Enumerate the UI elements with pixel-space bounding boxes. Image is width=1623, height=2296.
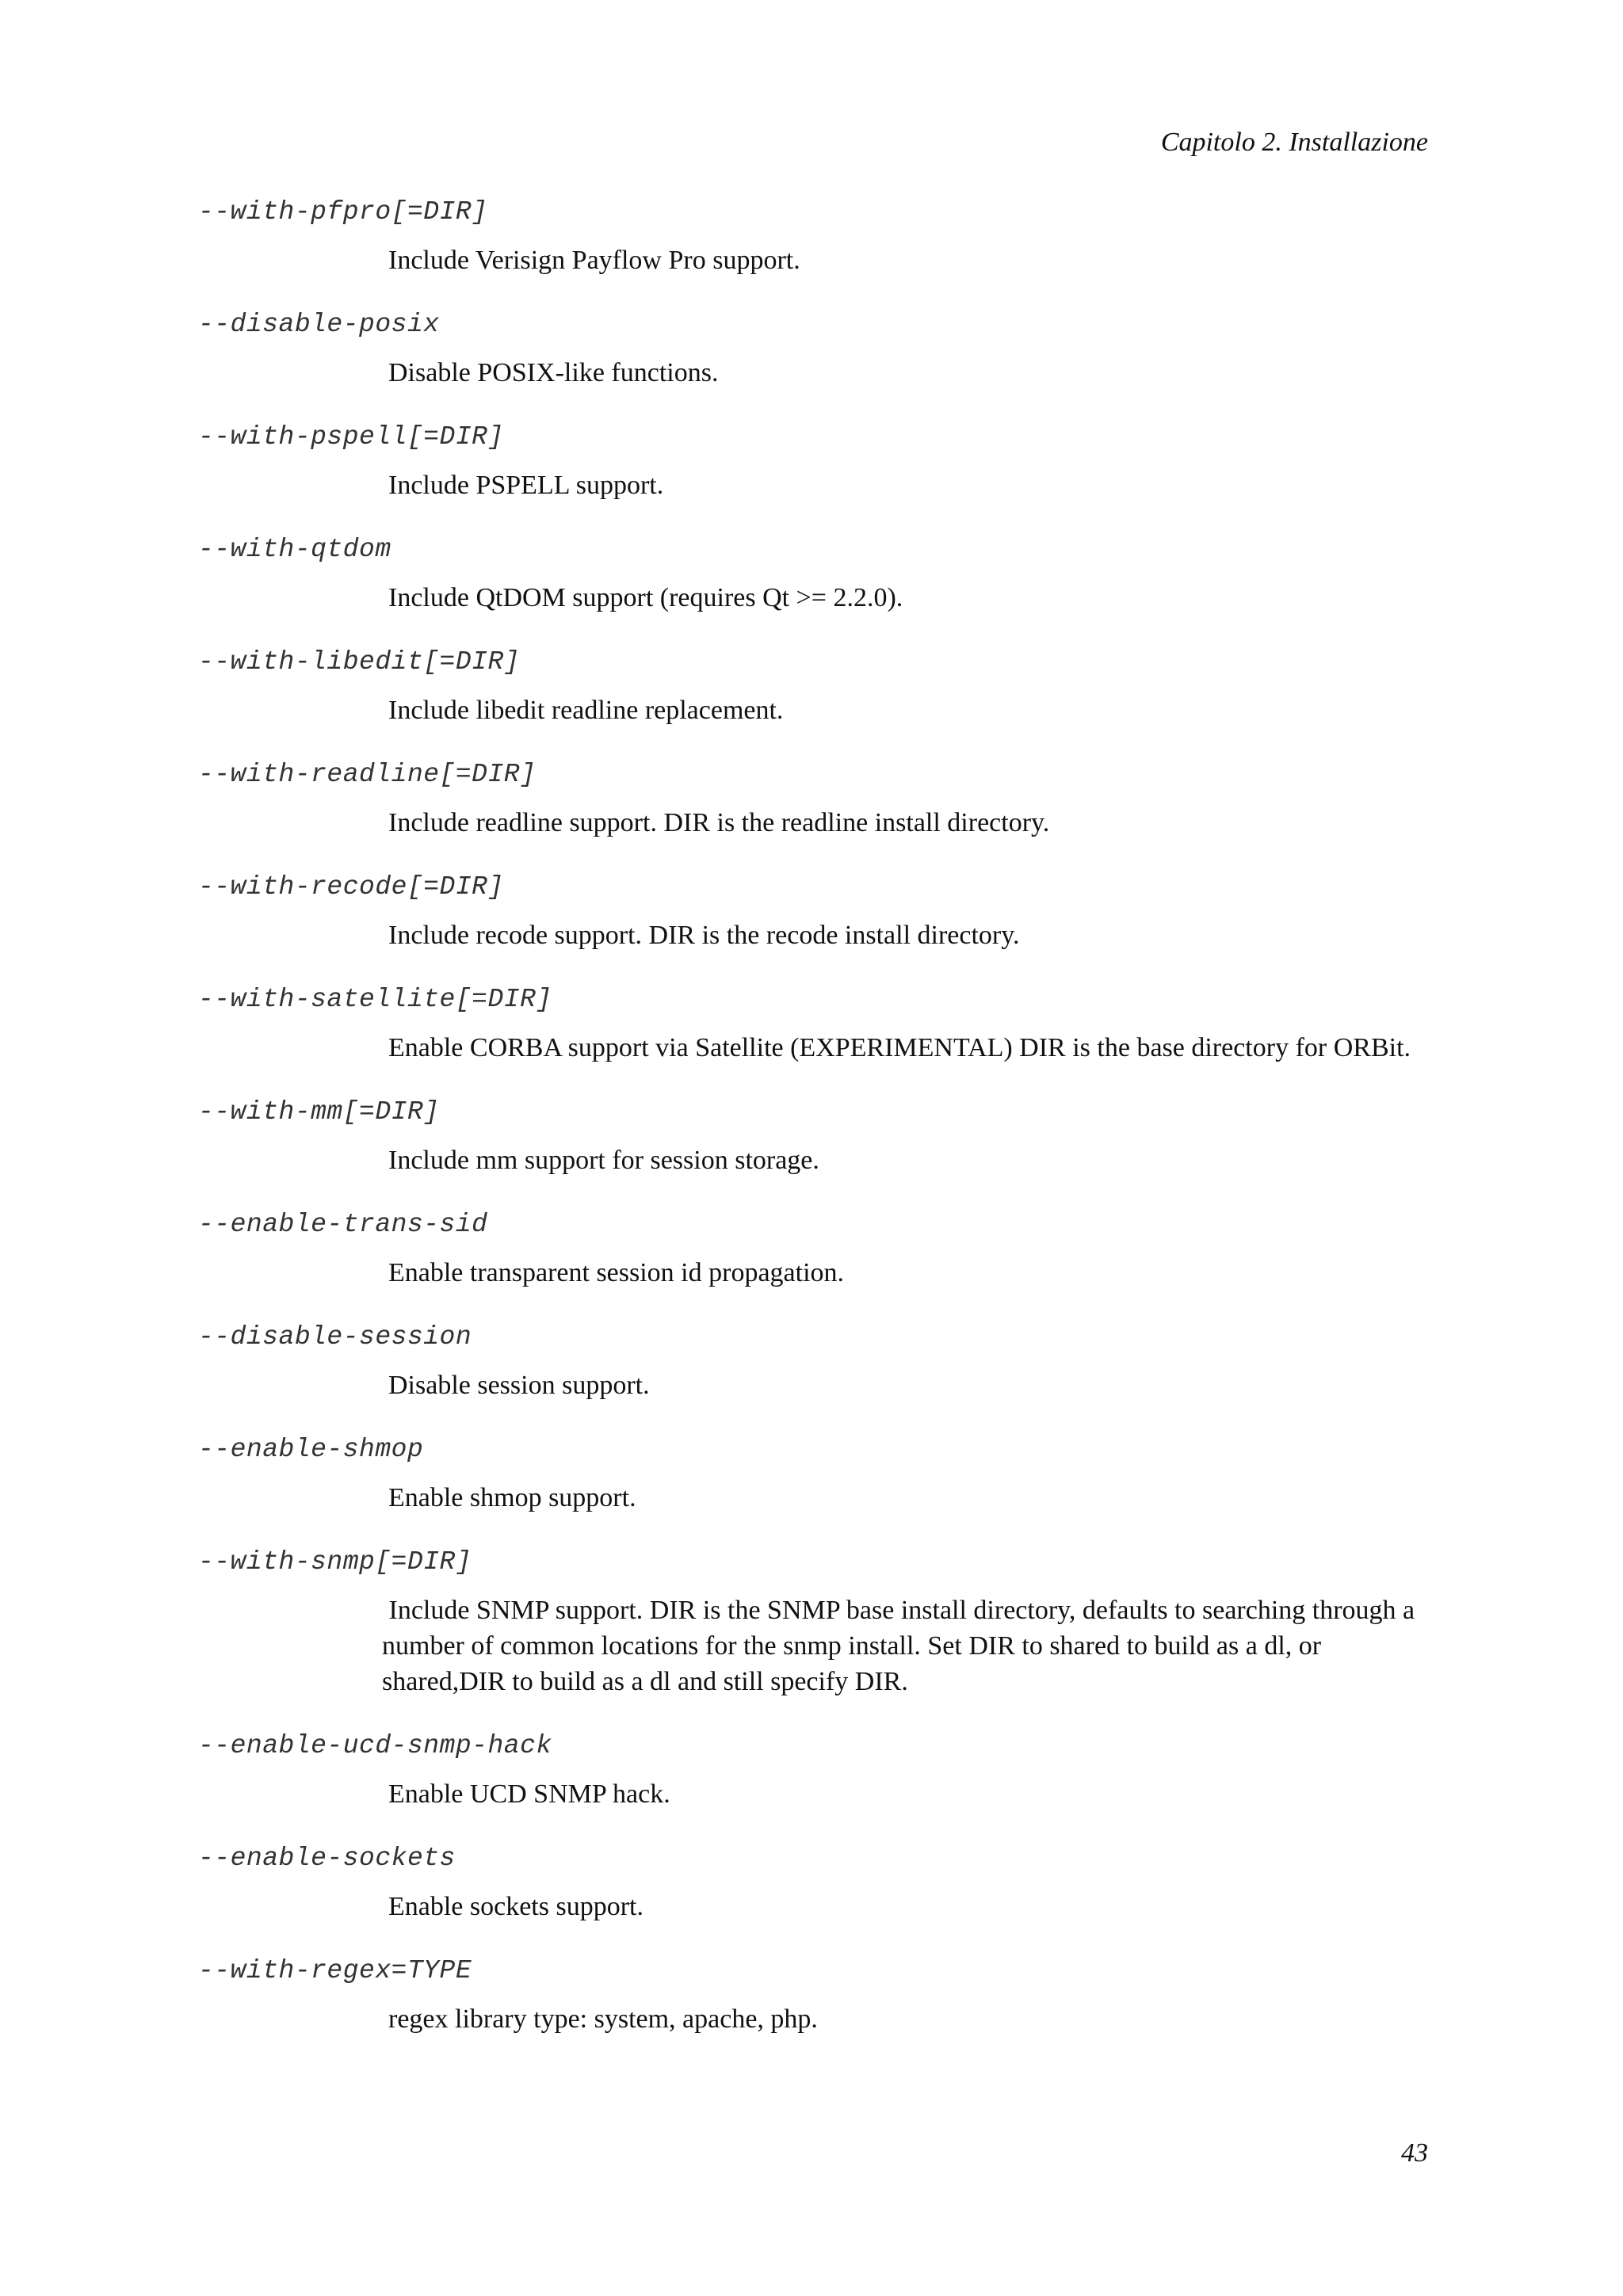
description-line: shared,DIR to build as a dl and still specify DIR. xyxy=(382,1667,908,1696)
option-description: Enable shmop support. xyxy=(388,1483,636,1512)
option-entry-with-qtdom xyxy=(198,532,1434,645)
option-description: Include QtDOM support (requires Qt >= 2.2.0). xyxy=(388,583,903,612)
option-name: --with-satellite[=DIR] xyxy=(198,985,552,1014)
option-name: --with-snmp[=DIR] xyxy=(198,1547,472,1577)
option-name: --enable-trans-sid xyxy=(198,1210,488,1239)
option-description: Disable session support. xyxy=(388,1371,650,1400)
option-name: --disable-posix xyxy=(198,310,440,339)
option-entry-with-readline xyxy=(198,757,1434,870)
option-description: Include readline support. DIR is the readline install directory. xyxy=(388,808,1050,837)
option-description: Include Verisign Payflow Pro support. xyxy=(388,246,800,275)
option-entry-enable-trans-sid xyxy=(198,1207,1434,1320)
option-description: Enable transparent session id propagation. xyxy=(388,1258,845,1287)
option-description: Include PSPELL support. xyxy=(388,471,664,500)
option-entry-with-regex xyxy=(198,1954,1434,2066)
option-entry-with-recode xyxy=(198,870,1434,982)
description-line: Include SNMP support. DIR is the SNMP base install directory, defaults to searching through a xyxy=(382,1596,1415,1625)
option-entry-with-satellite xyxy=(198,982,1434,1095)
option-name: --with-libedit[=DIR] xyxy=(198,647,521,677)
option-name: --with-pspell[=DIR] xyxy=(198,422,504,452)
option-entry-with-pspell xyxy=(198,420,1434,532)
page-number: 43 xyxy=(1401,2138,1428,2168)
option-name: --enable-sockets xyxy=(198,1844,456,1873)
option-name: --with-mm[=DIR] xyxy=(198,1097,440,1127)
option-entry-with-mm xyxy=(198,1095,1434,1207)
option-entry-with-libedit xyxy=(198,645,1434,757)
running-header: Capitolo 2. Installazione xyxy=(1160,128,1428,157)
option-entry-with-pfpro xyxy=(198,195,1434,307)
option-description: Enable CORBA support via Satellite (EXPERIMENTAL) DIR is the base directory for ORBit. xyxy=(388,1033,1411,1062)
option-description: Enable sockets support. xyxy=(388,1892,643,1921)
option-description: Disable POSIX-like functions. xyxy=(388,358,719,387)
option-entry-disable-posix xyxy=(198,307,1434,420)
option-entry-with-snmp xyxy=(198,1545,1434,1729)
option-name: --with-pfpro[=DIR] xyxy=(198,197,488,227)
option-entry-enable-sockets xyxy=(198,1841,1434,1954)
option-description: Enable UCD SNMP hack. xyxy=(388,1779,670,1809)
option-name: --disable-session xyxy=(198,1322,472,1352)
option-description: Include recode support. DIR is the recode install directory. xyxy=(388,921,1020,950)
option-list xyxy=(198,195,1434,2066)
option-description: Include mm support for session storage. xyxy=(388,1146,819,1175)
description-line: number of common locations for the snmp install. Set DIR to shared to build as a dl, or xyxy=(382,1631,1322,1661)
option-name: --with-readline[=DIR] xyxy=(198,760,537,789)
option-name: --enable-ucd-snmp-hack xyxy=(198,1731,552,1760)
option-name: --enable-shmop xyxy=(198,1435,424,1464)
option-name: --with-regex=TYPE xyxy=(198,1956,472,1985)
option-name: --with-qtdom xyxy=(198,535,391,564)
option-entry-enable-ucd-snmp-hack xyxy=(198,1729,1434,1841)
option-name: --with-recode[=DIR] xyxy=(198,872,504,902)
option-description: regex library type: system, apache, php. xyxy=(388,2004,818,2034)
option-entry-enable-shmop xyxy=(198,1432,1434,1545)
option-description xyxy=(382,1592,1434,1729)
option-entry-disable-session xyxy=(198,1320,1434,1432)
option-description: Include libedit readline replacement. xyxy=(388,696,784,725)
